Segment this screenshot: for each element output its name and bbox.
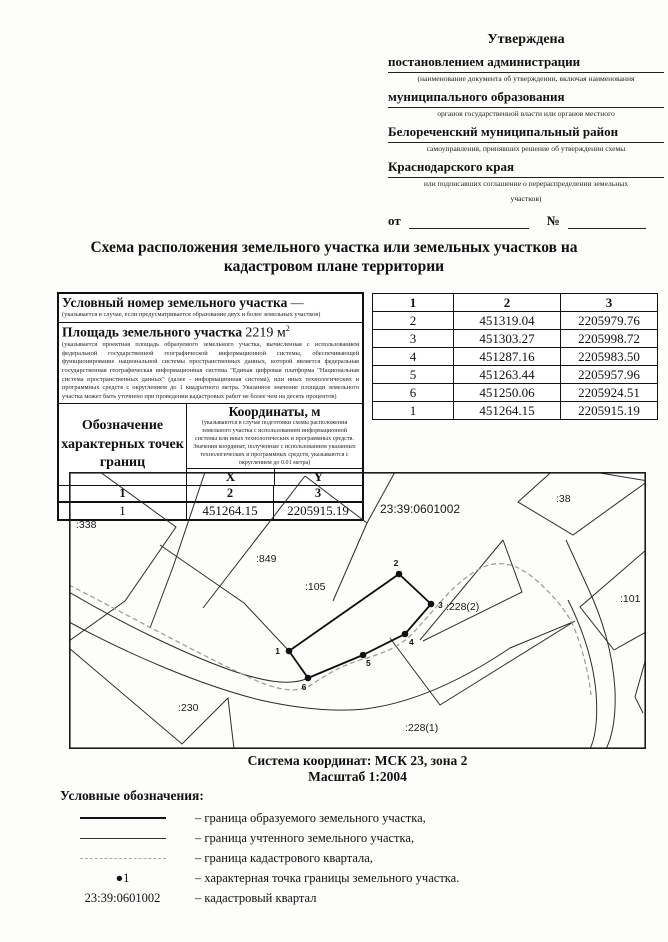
- cadastral-quarter-label: 23:39:0601002: [380, 502, 461, 516]
- parcel-label: :228(1): [405, 722, 439, 734]
- approval-note: или подписавших соглашение о перераспределении земельных: [423, 179, 629, 188]
- coords-row: [373, 366, 658, 384]
- legend-item-formed-boundary: [60, 808, 520, 828]
- parcel-label: :230: [178, 702, 199, 714]
- road-edge: [69, 622, 573, 710]
- coords-row: [373, 402, 658, 420]
- coordinates-table: [372, 293, 658, 420]
- approval-value: муниципального образования: [388, 89, 664, 108]
- legend-item-registered-boundary: [60, 828, 520, 848]
- coords-note: (указываются в случае подготовки схемы расположения земельного участка с использованием информационной системы или иных технологических и программных средств. Значения координат, полученные с использованием указанных технологических и программных средств, указываются с округлением до 0.01 метра): [193, 420, 356, 467]
- coords-cell: 5: [373, 366, 454, 384]
- area-sup: 2: [285, 323, 290, 333]
- legend-sample: [60, 838, 185, 839]
- col-number: 2: [187, 486, 274, 501]
- header-cell: 2: [454, 294, 561, 312]
- quarter-code-sample: 23:39:0601002: [84, 890, 161, 905]
- from-label: от: [388, 213, 401, 228]
- parcel-label: :105: [305, 581, 326, 593]
- parcel-label: :38: [556, 493, 571, 505]
- parcel-label: :101: [620, 593, 641, 605]
- thick-line-sample: [80, 817, 166, 819]
- point-y: 2205915.19: [287, 502, 349, 518]
- date-blank-line: [409, 214, 529, 229]
- parcel-boundary: [390, 621, 575, 705]
- characteristic-point-marker: [286, 648, 293, 655]
- characteristic-point-marker: [402, 631, 409, 638]
- page-title: Схема расположения земельного участка или земельных участков на кадастровом плане территории: [90, 239, 578, 276]
- coords-cell: 4: [373, 348, 454, 366]
- coords-cell: 1: [373, 402, 454, 420]
- legend-item-quarter-boundary: [60, 848, 520, 868]
- characteristic-point-marker: [428, 601, 435, 608]
- legend-sample: [60, 858, 185, 859]
- legend-item-text: – характерная точка границы земельного участка.: [195, 870, 460, 885]
- coordinate-system-label: Система координат: МСК 23, зона 2: [247, 753, 468, 768]
- conditional-number-note: (указывается в случае, если предусматривается образование двух и более земельных участков): [62, 311, 321, 318]
- approval-title: Утверждена: [487, 32, 565, 47]
- points-designation-header: Обозначение характерных точек границ: [59, 404, 187, 485]
- coords-cell: 2205924.51: [561, 384, 658, 402]
- coords-header: Координаты, м: [228, 404, 321, 420]
- coords-cell: 451303.27: [454, 330, 561, 348]
- legend-title: Условные обозначения:: [60, 788, 204, 803]
- road-edge: [69, 592, 306, 682]
- legend: [60, 788, 520, 908]
- coords-cell: 2205983.50: [561, 348, 658, 366]
- conditional-number-row: [59, 294, 362, 323]
- parcel-boundary: [420, 540, 522, 641]
- parcel-boundary: [333, 472, 395, 601]
- coords-cell: 451264.15: [454, 402, 561, 420]
- area-label: Площадь земельного участка: [62, 323, 243, 339]
- characteristic-point-marker: [305, 675, 312, 682]
- conditional-number-label: Условный номер земельного участка: [62, 295, 288, 310]
- characteristic-point-label: 3: [438, 600, 443, 610]
- cadastral-map: [69, 472, 646, 749]
- legend-item-cadastral-quarter: [60, 888, 520, 908]
- header-cell: 3: [561, 294, 658, 312]
- road-edge: [566, 540, 615, 749]
- parcel-boundary: [150, 472, 205, 628]
- coords-cell: 451287.16: [454, 348, 561, 366]
- coords-cell: 2: [373, 312, 454, 330]
- coords-cell: 3: [373, 330, 454, 348]
- coords-row: [373, 384, 658, 402]
- col-number: 3: [314, 485, 322, 500]
- point-x: 451264.15: [187, 503, 274, 519]
- characteristic-point-label: 4: [409, 637, 414, 647]
- approval-from-row: [388, 213, 664, 229]
- coords-cell: 2205998.72: [561, 330, 658, 348]
- number-blank-line: [568, 214, 646, 229]
- approval-note: самоуправления, принявших решение об утверждении схемы: [426, 144, 626, 153]
- characteristic-point-marker: [396, 571, 403, 578]
- col-number: 1: [59, 486, 187, 501]
- legend-sample: [60, 817, 185, 819]
- coords-row: [373, 312, 658, 330]
- coords-cell: 2205915.19: [561, 402, 658, 420]
- coords-cell: 6: [373, 384, 454, 402]
- legend-item-text: – граница кадастрового квартала,: [195, 850, 373, 865]
- approval-value: Краснодарского края: [388, 159, 664, 178]
- approval-note: органов государственной власти или органов местного: [437, 109, 615, 118]
- parcel-boundary: [203, 476, 305, 608]
- coords-cell: 2205957.96: [561, 366, 658, 384]
- parcel-label: :228(2): [446, 601, 480, 613]
- legend-sample: [60, 871, 185, 886]
- y-label: Y: [313, 468, 324, 484]
- legend-item-text: – кадастровый квартал: [195, 890, 317, 905]
- characteristic-point-label: 1: [275, 646, 280, 656]
- legend-sample: [60, 891, 185, 906]
- legend-item-characteristic-point: [60, 868, 520, 888]
- characteristic-point-label: 5: [366, 658, 371, 668]
- point-sample: ●1: [115, 870, 130, 885]
- parcel-boundary: [305, 476, 367, 523]
- approval-value: постановлением администрации: [388, 54, 664, 73]
- map-footer: [69, 753, 646, 785]
- approval-note: (наименование документа об утверждении, включая наименования: [417, 74, 635, 83]
- coords-cell: 451319.04: [454, 312, 561, 330]
- x-label: X: [187, 469, 275, 485]
- area-value: 2219 м: [245, 324, 286, 340]
- parcel-boundary: [69, 472, 176, 641]
- approval-line: [388, 54, 664, 83]
- scale-label: Масштаб 1:2004: [308, 768, 407, 784]
- approval-line: [388, 159, 664, 188]
- approval-block: [388, 32, 664, 229]
- coords-row: [373, 348, 658, 366]
- parcel-boundary: [518, 472, 646, 535]
- conditional-number-value: —: [290, 295, 304, 310]
- characteristic-point-label: 6: [301, 682, 307, 692]
- area-note: (указывается проектная площадь образуемого земельного участка, вычисленная с использованием федеральной государственной географической информационной системы, обеспечивающей функционирование национальной системы пространственных данных, которой является федеральная государственная географическая информационная система "Единая цифровая платформа "Национальная система пространственных данных" (далее - информационная система), или иных технологических и программных средств с округлением до 1 квадратного метра. Указанное значение площади земельного участка может быть уточнено при проведении кадастровых работ не более чем на десять процентов): [62, 340, 359, 400]
- approval-value: Белореченский муниципальный район: [388, 124, 664, 143]
- parcel-boundary: [614, 632, 646, 650]
- parcel-label: :849: [256, 553, 277, 565]
- legend-item-text: – граница образуемого земельного участка,: [195, 810, 426, 825]
- approval-line: [388, 124, 664, 153]
- characteristic-point-label: 2: [393, 558, 399, 568]
- approval-line: [388, 89, 664, 118]
- coords-cell: 2205979.76: [561, 312, 658, 330]
- approval-note-tail: участков): [510, 194, 542, 203]
- point-number: 1: [59, 503, 187, 519]
- parcel-label: :338: [76, 519, 97, 531]
- header-cell: 1: [373, 294, 454, 312]
- coords-row: [373, 330, 658, 348]
- number-label: №: [546, 213, 560, 228]
- dashed-line-sample: [80, 858, 166, 859]
- coords-table-body: [373, 312, 658, 420]
- quarter-boundary-dashed: [69, 564, 591, 695]
- legend-item-text: – граница учтенного земельного участка,: [195, 830, 415, 845]
- thin-line-sample: [80, 838, 166, 839]
- coords-cell: 451250.06: [454, 384, 561, 402]
- coords-table-header: [373, 294, 658, 312]
- parcel-boundary: [69, 648, 234, 749]
- coords-cell: 451263.44: [454, 366, 561, 384]
- parcel-boundary: [635, 658, 646, 713]
- area-row: [59, 323, 362, 405]
